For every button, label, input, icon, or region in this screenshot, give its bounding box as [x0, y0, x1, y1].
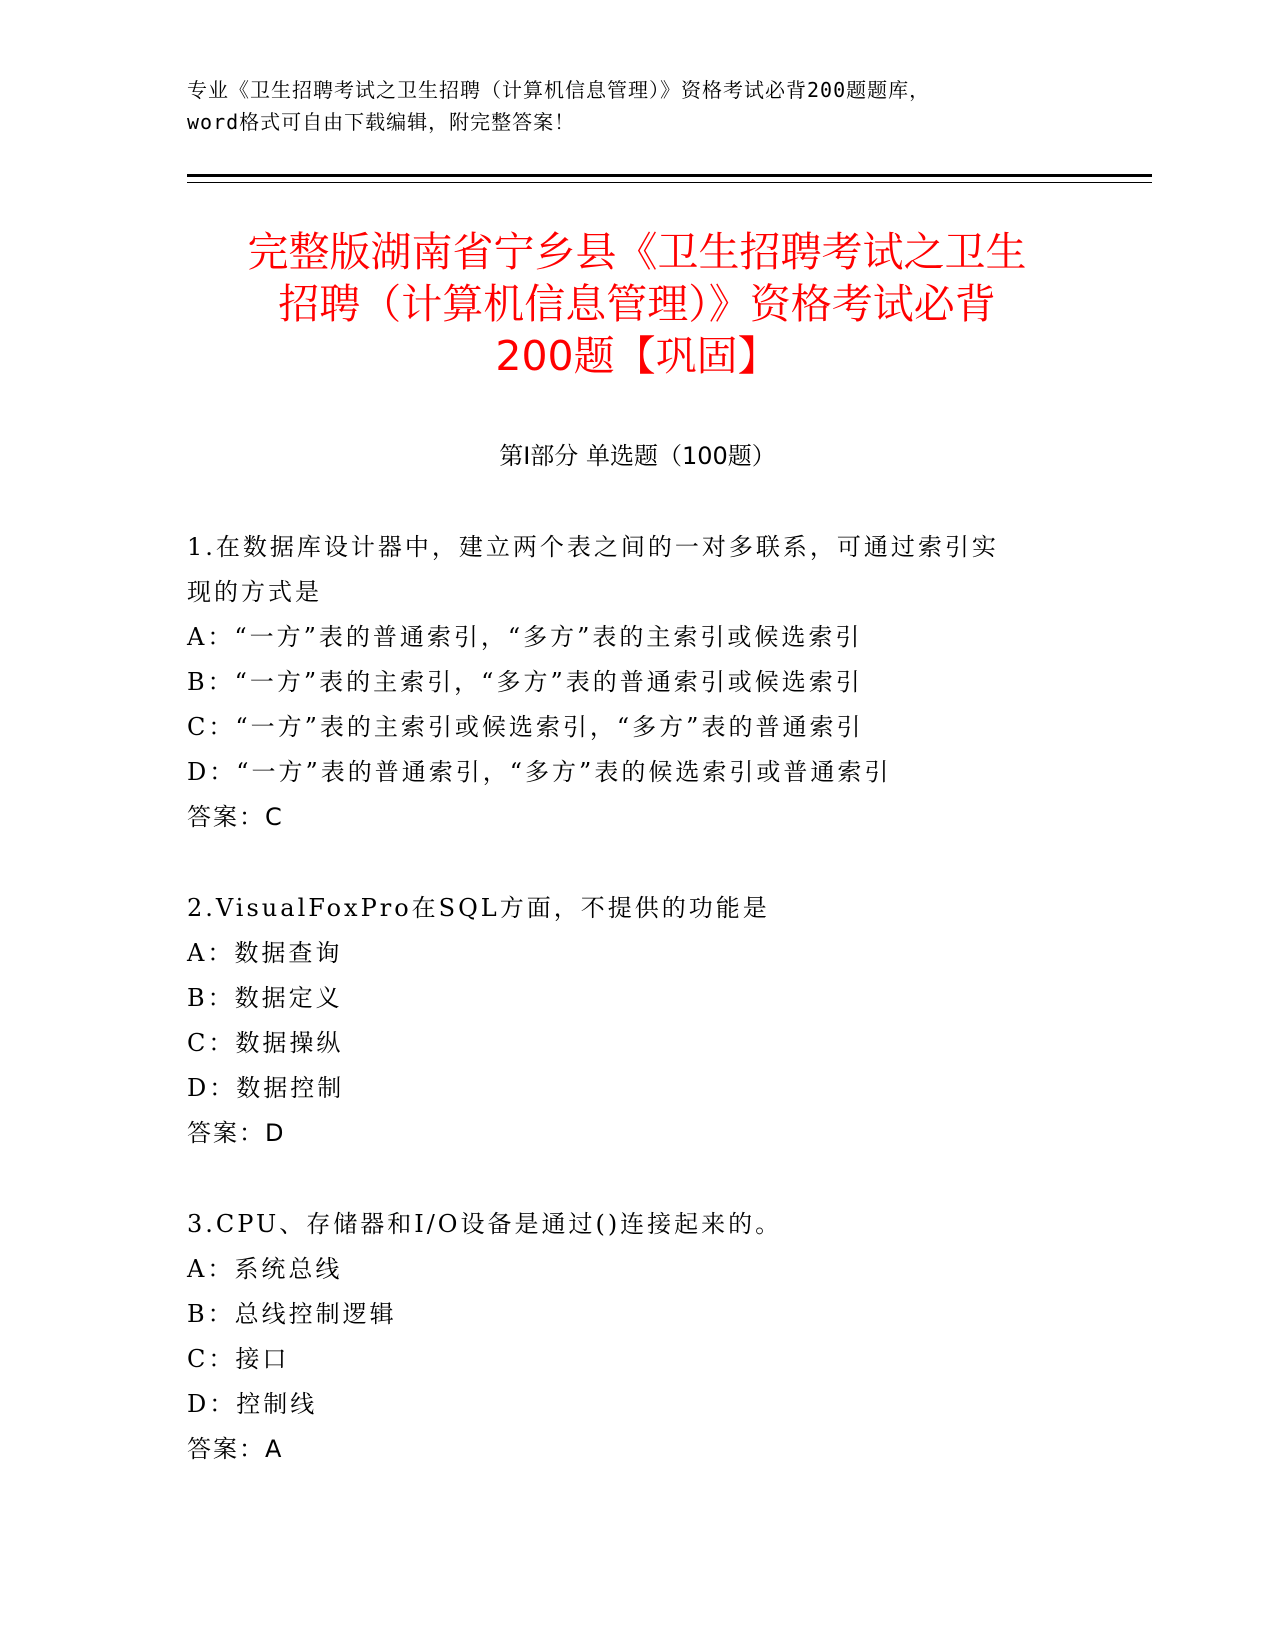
question-text-line: 2.VisualFoxPro在SQL方面，不提供的功能是 — [187, 894, 770, 922]
option-b: B：数据定义 — [187, 984, 343, 1012]
question-text-line: 现的方式是 — [187, 578, 322, 606]
document-title — [137, 226, 1137, 382]
question-list — [187, 525, 1087, 1518]
header-divider-thick — [187, 174, 1152, 177]
question-text — [187, 886, 1087, 931]
answer-label: 答案：A — [187, 1435, 284, 1463]
header-divider-thin — [187, 182, 1152, 183]
title-line-3: 200题【巩固】 — [495, 332, 779, 380]
question-text-line: 1.在数据库设计器中，建立两个表之间的一对多联系，可通过索引实 — [187, 533, 999, 561]
option-b: B：“一方”表的主索引，“多方”表的普通索引或候选索引 — [187, 668, 863, 696]
question-text — [187, 525, 1087, 615]
option-b: B：总线控制逻辑 — [187, 1300, 397, 1328]
option-c: C：数据操纵 — [187, 1029, 344, 1057]
answer-label: 答案：C — [187, 803, 284, 831]
option-a: A：“一方”表的普通索引，“多方”表的主索引或候选索引 — [187, 623, 863, 651]
option-d: D：数据控制 — [187, 1074, 345, 1102]
question-3 — [187, 1202, 1087, 1472]
intro-paragraph — [187, 74, 1087, 138]
option-d: D：控制线 — [187, 1390, 318, 1418]
intro-line-2: word格式可自由下载编辑，附完整答案！ — [187, 110, 576, 134]
question-text — [187, 1202, 1087, 1247]
title-line-2: 招聘（计算机信息管理）》资格考试必背 — [278, 280, 996, 328]
question-2 — [187, 886, 1087, 1156]
title-line-1: 完整版湖南省宁乡县《卫生招聘考试之卫生 — [247, 228, 1027, 276]
option-d: D：“一方”表的普通索引，“多方”表的候选索引或普通索引 — [187, 758, 892, 786]
question-text-line: 3.CPU、存储器和I/O设备是通过()连接起来的。 — [187, 1210, 783, 1238]
answer-label: 答案：D — [187, 1119, 286, 1147]
option-c: C：接口 — [187, 1345, 290, 1373]
option-c: C：“一方”表的主索引或候选索引，“多方”表的普通索引 — [187, 713, 864, 741]
question-1 — [187, 525, 1087, 840]
intro-line-1: 专业《卫生招聘考试之卫生招聘（计算机信息管理）》资格考试必背200题题库， — [187, 78, 931, 102]
option-a: A：数据查询 — [187, 939, 343, 967]
option-a: A：系统总线 — [187, 1255, 343, 1283]
section-heading: 第I部分 单选题（100题） — [499, 442, 776, 470]
